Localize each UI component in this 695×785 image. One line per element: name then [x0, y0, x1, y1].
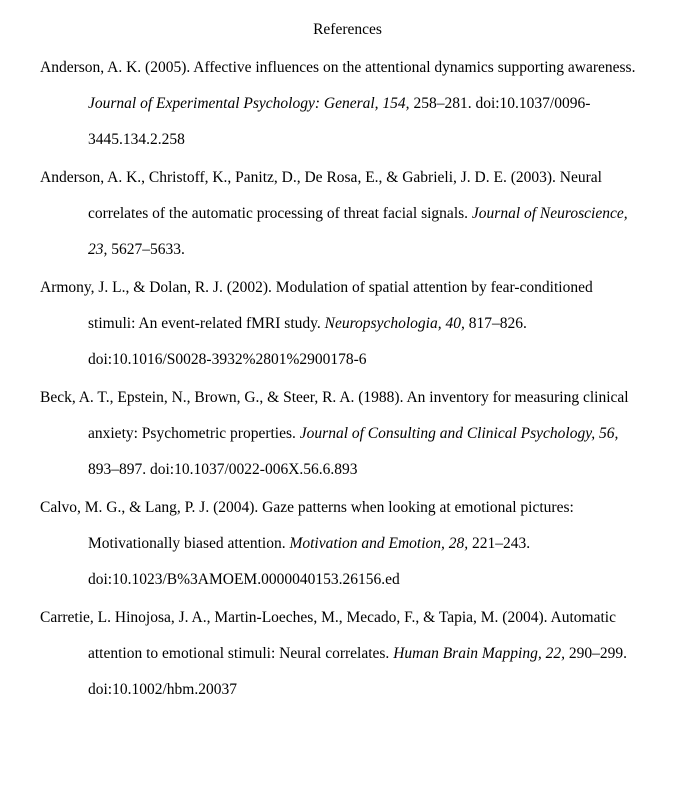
reference-5-line-2: Motivationally biased attention. Motivation and Emotion, 28, 221–243. [88, 535, 531, 552]
reference-2-line-2: correlates of the automatic processing of threat facial signals. Journal of Neuroscience, [88, 205, 628, 222]
journal-title: Journal of Neuroscience, [471, 205, 628, 222]
reference-1-line-2: Journal of Experimental Psychology: General, 154, 258–281. doi:10.1037/0096- [88, 95, 591, 112]
reference-3-line-2: stimuli: An event-related fMRI study. Neuropsychologia, 40, 817–826. [88, 315, 527, 332]
reference-3-line-3: doi:10.1016/S0028-3932%2801%2900178-6 [88, 351, 367, 368]
journal-title: Human Brain Mapping, 22, [393, 645, 565, 662]
reference-6-line-1: Carretie, L. Hinojosa, J. A., Martin-Loeches, M., Mecado, F., & Tapia, M. (2004). Automatic [40, 609, 616, 626]
reference-5-line-3: doi:10.1023/B%3AMOEM.0000040153.26156.ed [88, 571, 400, 588]
journal-title: Motivation and Emotion, 28, [289, 535, 469, 552]
reference-6-line-3: doi:10.1002/hbm.20037 [88, 681, 237, 698]
journal-title: Neuropsychologia, 40, [324, 315, 465, 332]
reference-4-line-2: anxiety: Psychometric properties. Journal of Consulting and Clinical Psychology, 56, [88, 425, 619, 442]
reference-4-line-3: 893–897. doi:10.1037/0022-006X.56.6.893 [88, 461, 358, 478]
reference-1-line-3: 3445.134.2.258 [88, 131, 185, 148]
reference-5-line-1: Calvo, M. G., & Lang, P. J. (2004). Gaze patterns when looking at emotional pictures: [40, 499, 574, 516]
journal-volume: 23, [88, 241, 108, 258]
journal-title: Journal of Experimental Psychology: General, 154, [88, 95, 410, 112]
reference-1-line-1: Anderson, A. K. (2005). Affective influences on the attentional dynamics supporting awareness. [40, 59, 636, 76]
journal-title: Journal of Consulting and Clinical Psychology, 56, [299, 425, 619, 442]
references-heading: References [313, 21, 382, 38]
reference-2-line-3: 23, 5627–5633. [88, 241, 185, 258]
reference-3-line-1: Armony, J. L., & Dolan, R. J. (2002). Modulation of spatial attention by fear-conditioned [40, 279, 593, 296]
reference-6-line-2: attention to emotional stimuli: Neural correlates. Human Brain Mapping, 22, 290–299. [88, 645, 627, 662]
reference-4-line-1: Beck, A. T., Epstein, N., Brown, G., & Steer, R. A. (1988). An inventory for measuring clinical [40, 389, 629, 406]
reference-2-line-1: Anderson, A. K., Christoff, K., Panitz, D., De Rosa, E., & Gabrieli, J. D. E. (2003). Neural [40, 169, 602, 186]
